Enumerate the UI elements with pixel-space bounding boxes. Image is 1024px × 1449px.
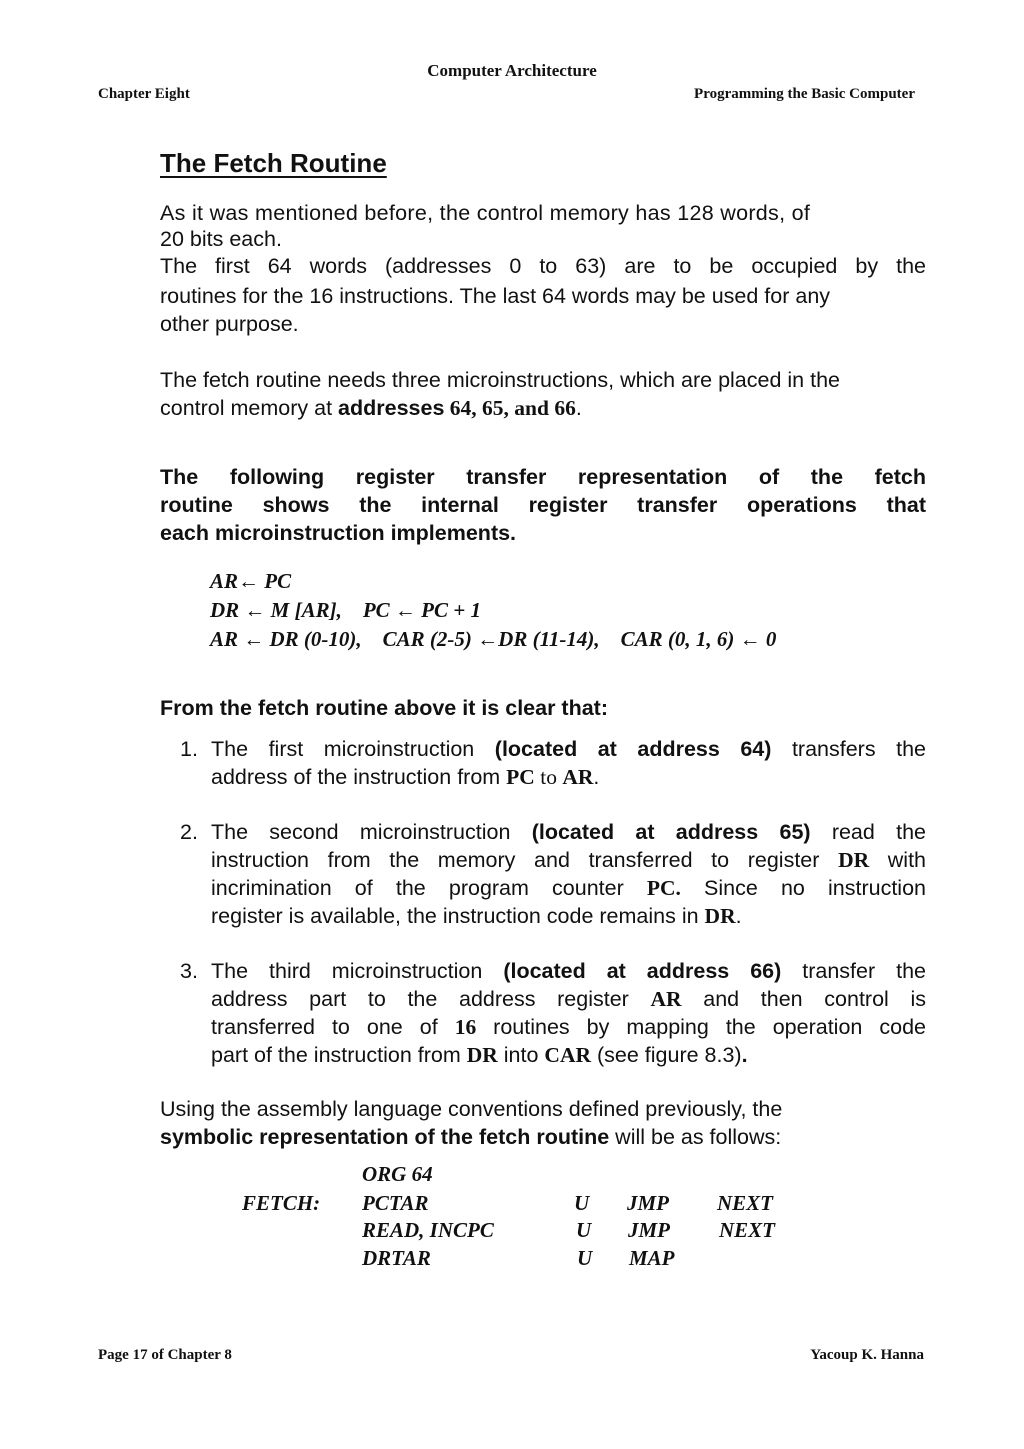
register-run: AR <box>562 765 594 789</box>
program-branch: JMP <box>628 1218 670 1242</box>
item-line <box>211 957 926 985</box>
program-cond: U <box>576 1218 592 1242</box>
topic-label: Programming the Basic Computer <box>694 86 915 102</box>
text-run: control memory at <box>160 396 339 420</box>
program-op: DRTAR <box>362 1246 431 1270</box>
text-run: incrimination of the program counter <box>211 876 647 900</box>
text-run: will be as follows: <box>609 1125 782 1149</box>
item-line <box>211 902 926 930</box>
text-run: instruction from the memory and transferred to register <box>211 848 839 872</box>
text-run: routines by mapping the operation code <box>476 1015 926 1039</box>
fetch-needs-line: The fetch routine needs three microinstructions, which are placed in the <box>160 368 841 392</box>
text-run: register is available, the instruction code remains in <box>211 904 705 928</box>
following-line: each microinstruction implements. <box>160 521 517 545</box>
item-line <box>211 763 926 791</box>
rtl-line-1: AR← PC <box>210 569 292 593</box>
bold-run: (located at address 66) <box>503 959 782 983</box>
rtl-line-3: AR ← DR (0-10), CAR (2-5) ←DR (11-14), CAR (0, 1, 6) ← 0 <box>210 627 777 651</box>
bold-run: (located at address 65) <box>531 820 811 844</box>
item-number: 2. <box>180 820 198 844</box>
text-run: (see figure 8.3) <box>591 1043 742 1067</box>
register-run: PC <box>506 765 535 789</box>
item-line <box>211 985 926 1013</box>
text-run: transferred to one of <box>211 1015 455 1039</box>
program-op: PCTAR <box>362 1191 429 1215</box>
intro-line: 20 bits each. <box>160 227 282 251</box>
text-run: The first microinstruction <box>211 737 495 761</box>
text-run: into <box>497 1043 545 1067</box>
text-run: part of the instruction from <box>211 1043 467 1067</box>
register-run: DR <box>704 904 736 928</box>
program-cond: U <box>577 1246 593 1270</box>
intro-line: other purpose. <box>160 312 299 336</box>
chapter-label: Chapter Eight <box>98 86 190 102</box>
item-line <box>211 818 926 846</box>
item-number: 3. <box>180 959 198 983</box>
clear-heading: From the fetch routine above it is clear that: <box>160 696 608 720</box>
following-line: The following register transfer representation of the fetch <box>160 465 926 489</box>
text-run: transfers the <box>771 737 926 761</box>
item-line <box>211 1013 926 1041</box>
bold-run: addresses <box>338 396 445 420</box>
following-paragraph <box>160 463 926 547</box>
list-item <box>160 957 926 1069</box>
assembly-line <box>160 1123 926 1151</box>
list-item <box>160 818 926 930</box>
fetch-needs-line <box>160 394 926 422</box>
text-run: read the <box>810 820 926 844</box>
list-item <box>160 735 926 791</box>
numbered-list <box>160 735 926 1069</box>
item-number: 1. <box>180 737 198 761</box>
text-run: to <box>534 765 563 789</box>
register-transfer-block <box>210 567 776 654</box>
text-run: . <box>593 765 600 789</box>
text-run: . <box>575 396 582 420</box>
text-run: The second microinstruction <box>211 820 532 844</box>
item-line <box>211 735 926 763</box>
register-run: PC. <box>646 876 681 900</box>
text-run: . <box>735 904 742 928</box>
text-run: transfer the <box>781 959 926 983</box>
section-title: The Fetch Routine <box>160 148 387 178</box>
register-run: CAR <box>544 1043 592 1067</box>
text-run: . <box>741 1043 748 1067</box>
item-line <box>211 846 926 874</box>
program-branch: MAP <box>629 1246 675 1270</box>
addresses-run: 64, 65, and 66 <box>444 396 576 420</box>
program-address: NEXT <box>719 1218 776 1242</box>
text-run: address part to the address register <box>211 987 651 1011</box>
intro-paragraph <box>160 199 926 338</box>
text-run: address of the instruction from <box>211 765 507 789</box>
author-name: Yacoup K. Hanna <box>810 1347 924 1363</box>
page-number: Page 17 of Chapter 8 <box>98 1347 232 1363</box>
program-branch: JMP <box>627 1191 669 1215</box>
bold-run: (located at address 64) <box>494 737 772 761</box>
program-op: READ, INCPC <box>362 1218 494 1242</box>
bold-run: symbolic representation of the fetch routine <box>160 1125 610 1149</box>
intro-line: The first 64 words (addresses 0 to 63) are to be occupied by the <box>160 254 926 278</box>
item-line <box>211 874 926 902</box>
register-run: DR <box>466 1043 498 1067</box>
item-line <box>211 1041 926 1069</box>
register-run: DR <box>838 848 870 872</box>
intro-line: As it was mentioned before, the control memory has 128 words, of <box>160 201 811 225</box>
following-line: routine shows the internal register transfer operations that <box>160 493 926 517</box>
assembly-line: Using the assembly language conventions defined previously, the <box>160 1097 783 1121</box>
text-run: and then control is <box>681 987 926 1011</box>
text-run: The third microinstruction <box>211 959 504 983</box>
program-address: NEXT <box>717 1191 774 1215</box>
text-run: Since no instruction <box>680 876 926 900</box>
assembly-paragraph <box>160 1095 926 1151</box>
course-title: Computer Architecture <box>427 61 597 80</box>
org-directive: ORG 64 <box>362 1162 433 1186</box>
fetch-label: FETCH: <box>242 1191 321 1215</box>
text-run: with <box>869 848 926 872</box>
fetch-needs-paragraph <box>160 366 926 422</box>
program-cond: U <box>574 1191 590 1215</box>
register-run: AR <box>650 987 682 1011</box>
rtl-line-2: DR ← M [AR], PC ← PC + 1 <box>210 598 481 622</box>
intro-line: routines for the 16 instructions. The last 64 words may be used for any <box>160 284 831 308</box>
number-run: 16 <box>454 1015 477 1039</box>
